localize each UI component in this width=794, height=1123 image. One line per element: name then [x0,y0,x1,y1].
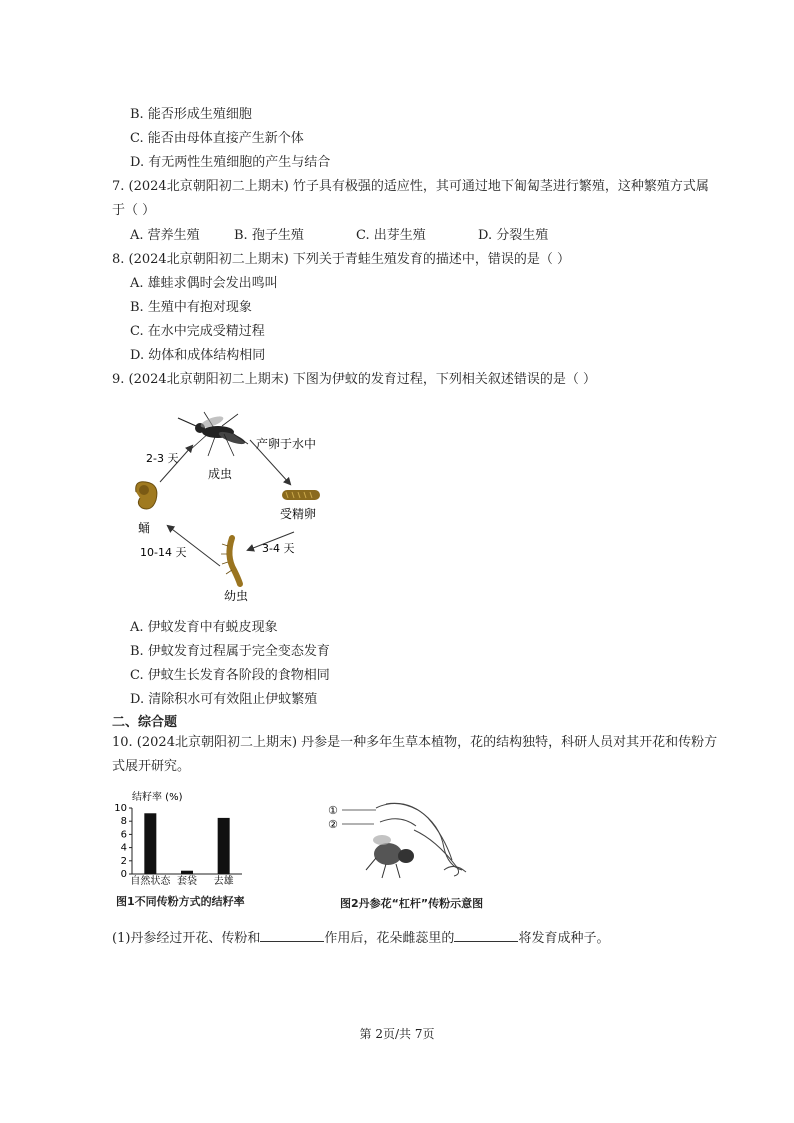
bar-2 [218,818,230,874]
bee-icon [366,835,414,878]
answer-blank-1[interactable] [260,929,324,942]
label-egg: 受精卵 [280,507,317,521]
option-c: C. 能否由母体直接产生新个体 [130,131,304,146]
q10-sub1 [112,929,609,948]
q8-stem: 8. (2024北京朝阳初二上期末) 下列关于青蛙生殖发育的描述中，错误的是（ ） [112,252,571,267]
chart-ylabel: 结籽率 (%) [132,792,183,803]
y-tick-label: 10 [114,803,127,814]
label-marker-1: ① [328,804,338,817]
q9-option-c: C. 伊蚊生长发育各阶段的食物相同 [130,668,330,683]
label-marker-2: ② [328,818,338,831]
option-d: D. 有无两性生殖细胞的产生与结合 [130,155,331,170]
q9-option-b: B. 伊蚊发育过程属于完全变态发育 [130,644,330,659]
egg-icon [282,490,320,500]
y-tick-label: 0 [120,869,127,880]
page-footer: 第 2页/共 7页 [359,1027,435,1041]
q9-option-d: D. 清除积水可有效阻止伊蚊繁殖 [130,692,318,707]
y-tick-label: 2 [120,855,127,867]
x-tick-label: 去雄 [213,876,234,886]
y-tick-label: 4 [120,842,127,854]
label-larva: 幼虫 [224,589,249,603]
option-b: B. 能否形成生殖细胞 [130,107,252,122]
label-pupa: 蛹 [138,521,151,535]
q10-stem-cont: 式展开研究。 [112,759,191,774]
q8-option-c: C. 在水中完成受精过程 [130,324,265,339]
fig2-caption: 图2丹参花“杠杆”传粉示意图 [340,897,484,910]
label-lay-eggs: 产卵于水中 [256,437,317,451]
fig1-caption: 图1不同传粉方式的结籽率 [116,895,245,908]
label-egg-larva-time: 3-4 天 [262,542,295,555]
label-pupa-adult-time: 2-3 天 [146,452,179,465]
q8-option-b: B. 生殖中有抱对现象 [130,300,252,315]
q10-sub1-part-c: 将发育成种子。 [518,931,610,946]
q7-stem-cont: 于（ ） [112,203,156,218]
q7-option-d: D. 分裂生殖 [478,228,549,243]
mosquito-lifecycle-figure [130,410,370,610]
q9-stem: 9. (2024北京朝阳初二上期末) 下图为伊蚊的发育过程，下列相关叙述错误的是（ ） [112,372,597,387]
q10-stem: 10. (2024北京朝阳初二上期末) 丹参是一种多年生草本植物，花的结构独特，科研人员对其开花和传粉方 [112,735,718,750]
q10-sub1-part-a: (1)丹参经过开花、传粉和 [112,931,261,946]
section-title: 二、综合题 [112,715,178,730]
q8-option-a: A. 雄蛙求偶时会发出鸣叫 [130,276,278,291]
seed-setting-bar-chart [112,786,272,886]
larva-icon [221,538,240,584]
pupa-icon [136,482,157,509]
q7-option-b: B. 孢子生殖 [234,228,304,243]
q7-stem: 7. (2024北京朝阳初二上期末) 竹子具有极强的适应性，其可通过地下匍匐茎进行繁殖，这种繁殖方式属 [112,179,709,194]
label-adult: 成虫 [208,467,233,481]
q8-option-d: D. 幼体和成体结构相同 [130,348,266,363]
label-larva-pupa-time: 10-14 天 [140,546,187,559]
q10-sub1-part-b: 作用后，花朵雌蕊里的 [324,931,455,946]
x-tick-label: 套袋 [177,876,197,886]
bar-0 [144,813,156,874]
pollination-lever-diagram [326,800,476,890]
q7-option-c: C. 出芽生殖 [356,228,426,243]
q7-option-a: A. 营养生殖 [130,228,200,243]
answer-blank-2[interactable] [454,929,518,942]
bar-1 [181,871,193,874]
y-tick-label: 6 [120,829,127,841]
y-tick-label: 8 [120,816,127,828]
q9-option-a: A. 伊蚊发育中有蜕皮现象 [130,620,278,635]
x-tick-label: 自然状态 [130,876,171,886]
